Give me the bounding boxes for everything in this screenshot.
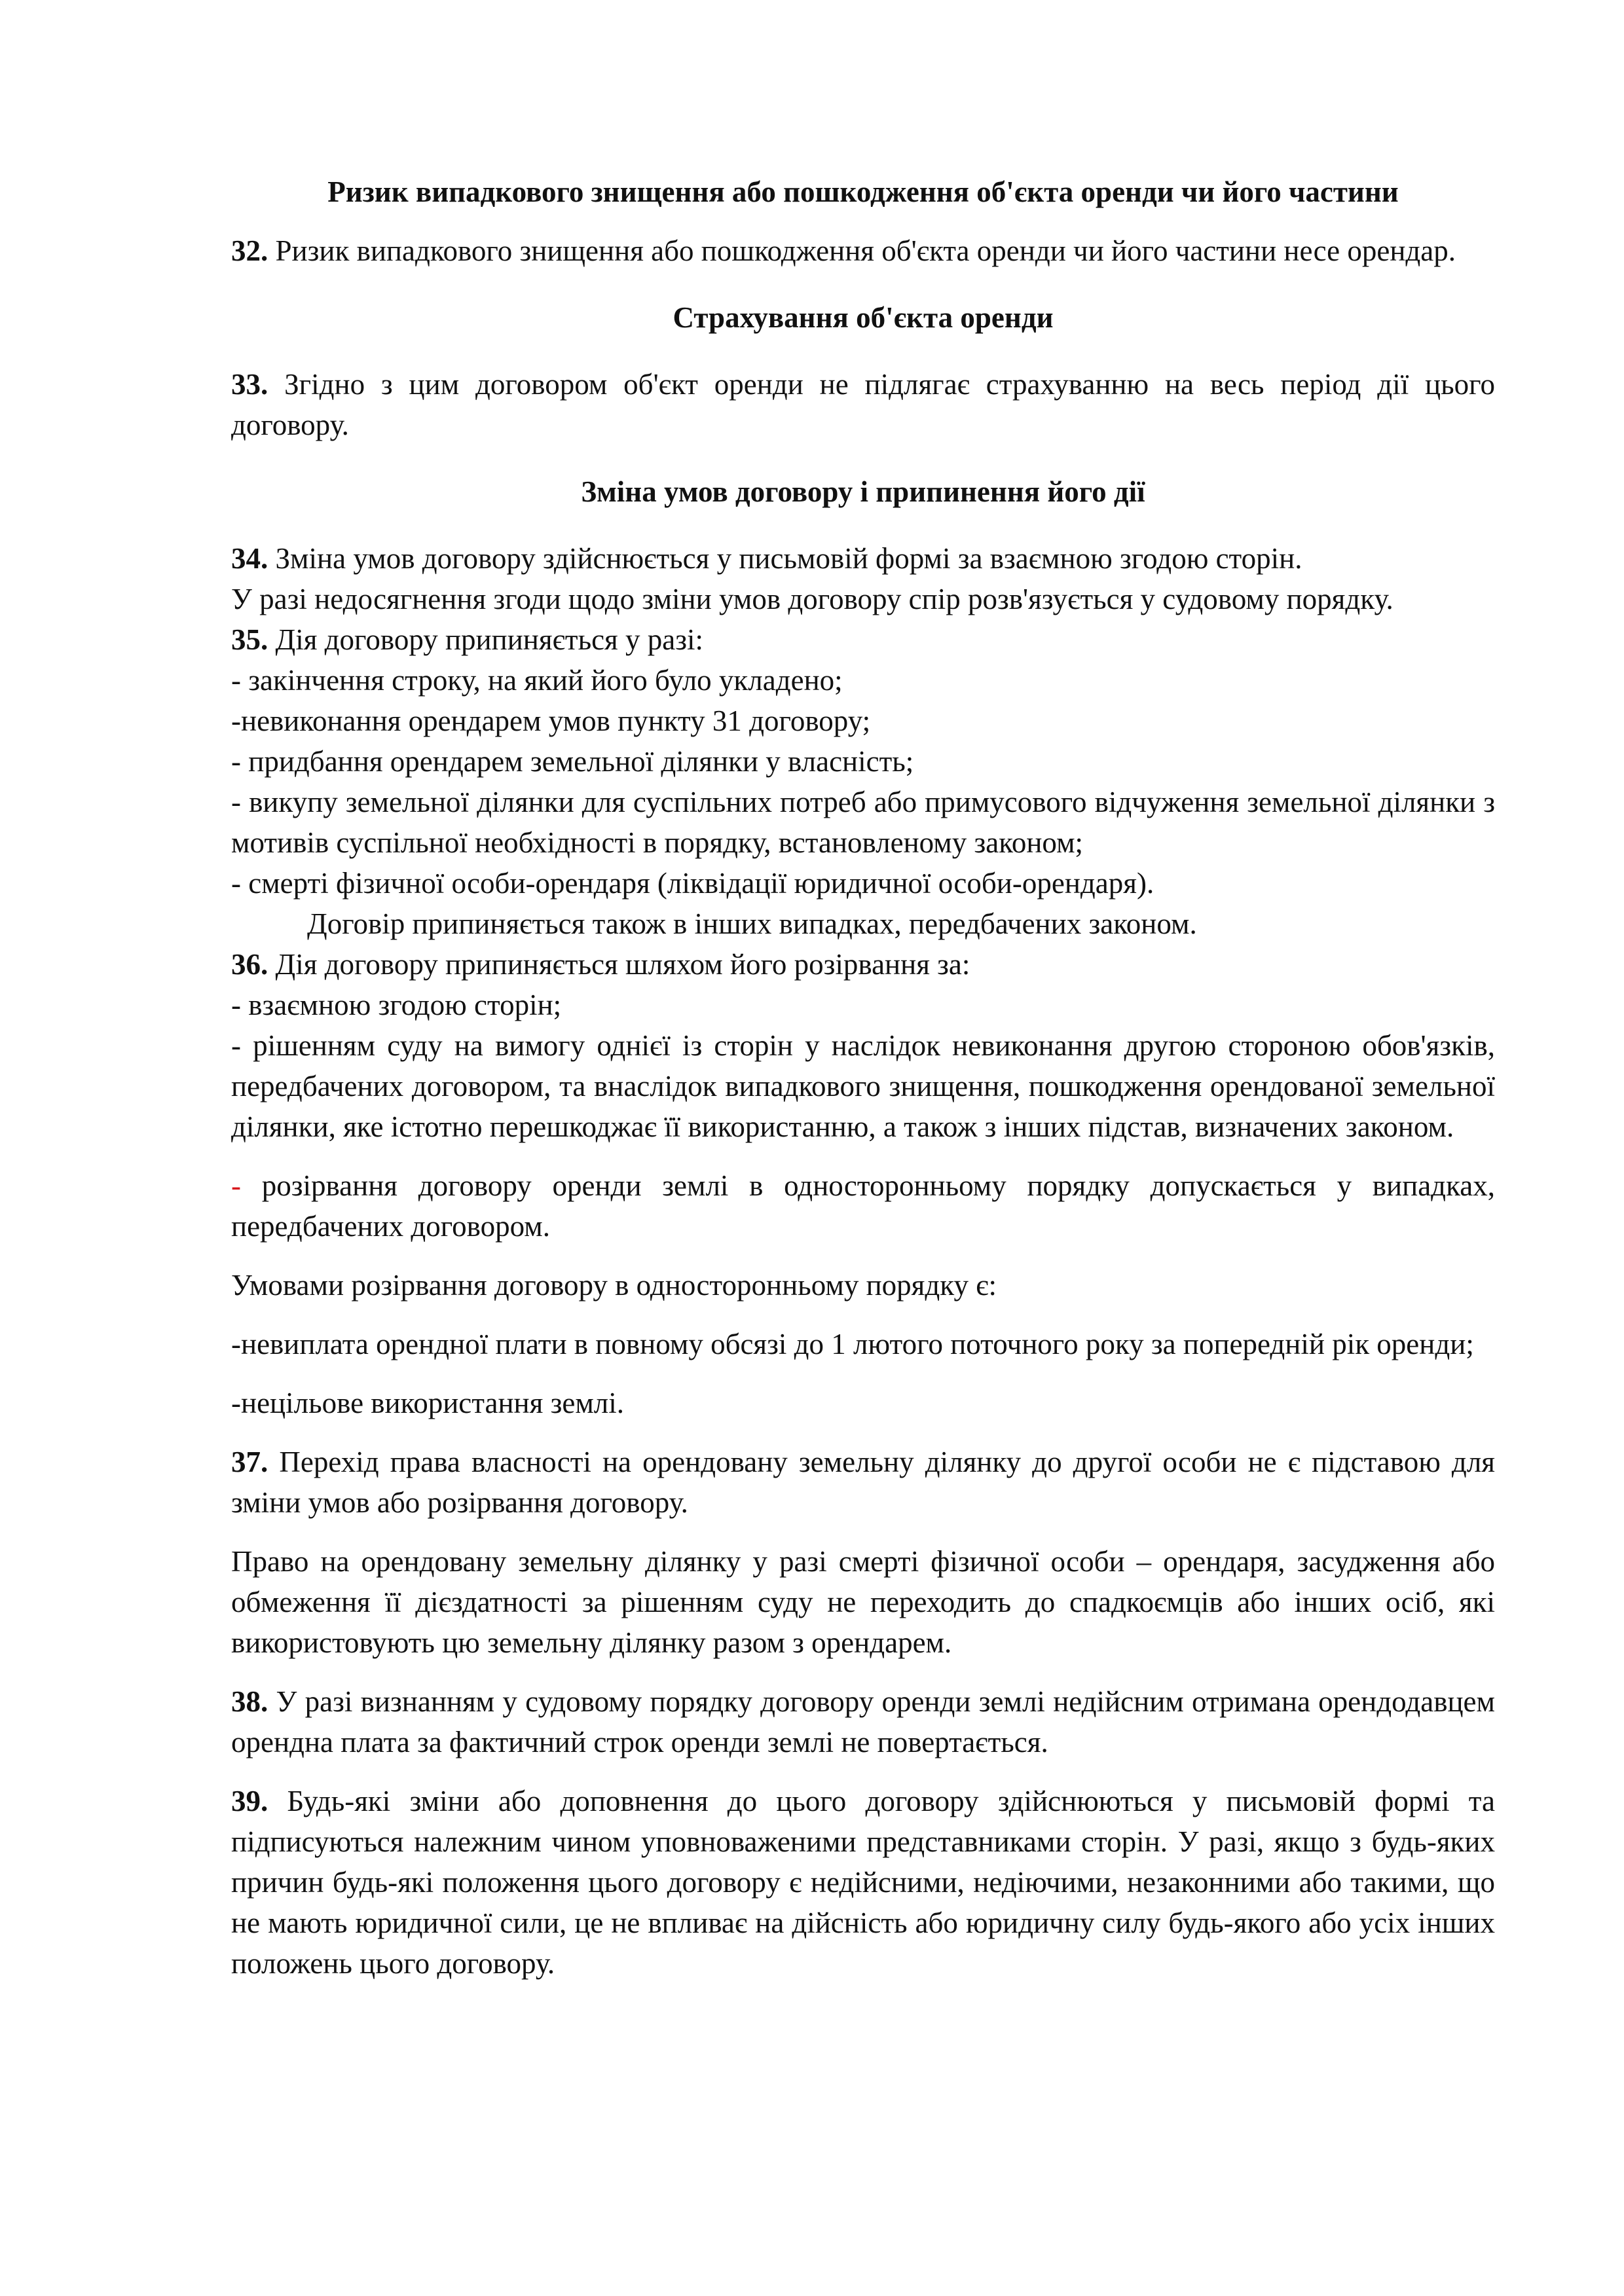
clause-33: [231, 364, 1495, 445]
clause-34: [231, 538, 1495, 579]
clause-35: [231, 619, 1495, 660]
clause-36-conditions-intro: Умовами розірвання договору в односторонньому порядку є:: [231, 1269, 997, 1302]
list-item: - закінчення строку, на який його було укладено;: [231, 664, 843, 697]
list-item: -невиконання орендарем умов пункту 31 договору;: [231, 704, 871, 737]
clause-text: Ризик випадкового знищення або пошкодження об'єкта оренди чи його частини несе орендар.: [268, 234, 1456, 267]
clause-text: Зміна умов договору здійснюється у письмовій формі за взаємною згодою сторін.: [268, 542, 1302, 575]
section-heading-insurance: Страхування об'єкта оренди: [673, 301, 1054, 334]
list-item: - викупу земельної ділянки для суспільних потреб або примусового відчуження земельної ділянки з мотивів суспільної необхідності в порядку, встановленому законом;: [231, 786, 1495, 859]
clause-text: У разі визнанням у судовому порядку договору оренди землі недійсним отримана орендодавцем орендна плата за фактичний строк оренди землі не повертається.: [231, 1685, 1495, 1758]
clause-37-continued: Право на орендовану земельну ділянку у разі смерті фізичної особи – орендаря, засудження або обмеження її дієздатності за рішенням суду не переходить до спадкоємців або інших осіб, які використовують цю земельну ділянку разом з орендарем.: [231, 1545, 1495, 1659]
clause-number: 33.: [231, 368, 268, 401]
list-item: - придбання орендарем земельної ділянки у власність;: [231, 745, 914, 778]
clause-number: 32.: [231, 234, 268, 267]
list-item: - смерті фізичної особи-орендаря (ліквідації юридичної особи-орендаря).: [231, 867, 1154, 900]
clause-37: [231, 1442, 1495, 1523]
clause-text: розірвання договору оренди землі в односторонньому порядку допускається у випадках, передбачених договором.: [231, 1169, 1495, 1243]
clause-text: Будь-які зміни або доповнення до цього договору здійснюються у письмовій формі та підписуються належним чином уповноваженими представниками сторін. У разі, якщо з будь-яких причин будь-які положення цього договору є недійсними, недіючими, незаконними або такими, що не мають юридичної сили, це не впливає на дійсність або юридичну силу будь-якого або усіх інших положень цього договору.: [231, 1785, 1495, 1980]
clause-text: Дія договору припиняється шляхом його розірвання за:: [268, 948, 970, 981]
section-heading-change: Зміна умов договору і припинення його дії: [581, 475, 1145, 508]
clause-number: 39.: [231, 1785, 268, 1817]
clause-number: 34.: [231, 542, 268, 575]
clause-number: 36.: [231, 948, 268, 981]
clause-32: [231, 230, 1495, 271]
condition-item: -нецільове використання землі.: [231, 1387, 625, 1419]
section-heading-risk: Ризик випадкового знищення або пошкодження об'єкта оренди чи його частини: [327, 175, 1399, 208]
clause-36: [231, 944, 1495, 985]
clause-text: Згідно з цим договором об'єкт оренди не підлягає страхуванню на весь період дії цього договору.: [231, 368, 1495, 441]
condition-item: -невиплата орендної плати в повному обсязі до 1 лютого поточного року за попередній рік оренди;: [231, 1328, 1474, 1360]
clause-39: [231, 1781, 1495, 1984]
clause-number: 38.: [231, 1685, 268, 1718]
list-item: - рішенням суду на вимогу однієї із сторін у наслідок невиконання другою стороною обов'язків, передбачених договором, та внаслідок випадкового знищення, пошкодження орендованої земельної ділянки, яке істотно перешкоджає її використанню, а також з інших підстав, визначених законом.: [231, 1029, 1495, 1143]
clause-38: [231, 1681, 1495, 1762]
clause-number: 37.: [231, 1446, 268, 1478]
red-dash-marker: -: [231, 1169, 241, 1202]
document-body: [231, 172, 1495, 1984]
clause-text: Дія договору припиняється у разі:: [268, 623, 704, 656]
list-item: - взаємною згодою сторін;: [231, 989, 562, 1021]
clause-number: 35.: [231, 623, 268, 656]
clause-text: Перехід права власності на орендовану земельну ділянку до другої особи не є підставою для зміни умов або розірвання договору.: [231, 1446, 1495, 1519]
clause-35-tail: Договір припиняється також в інших випадках, передбачених законом.: [307, 907, 1197, 940]
clause-36-unilateral: [231, 1165, 1495, 1247]
clause-34-continued: У разі недосягнення згоди щодо зміни умов договору спір розв'язується у судовому порядку.: [231, 583, 1393, 615]
